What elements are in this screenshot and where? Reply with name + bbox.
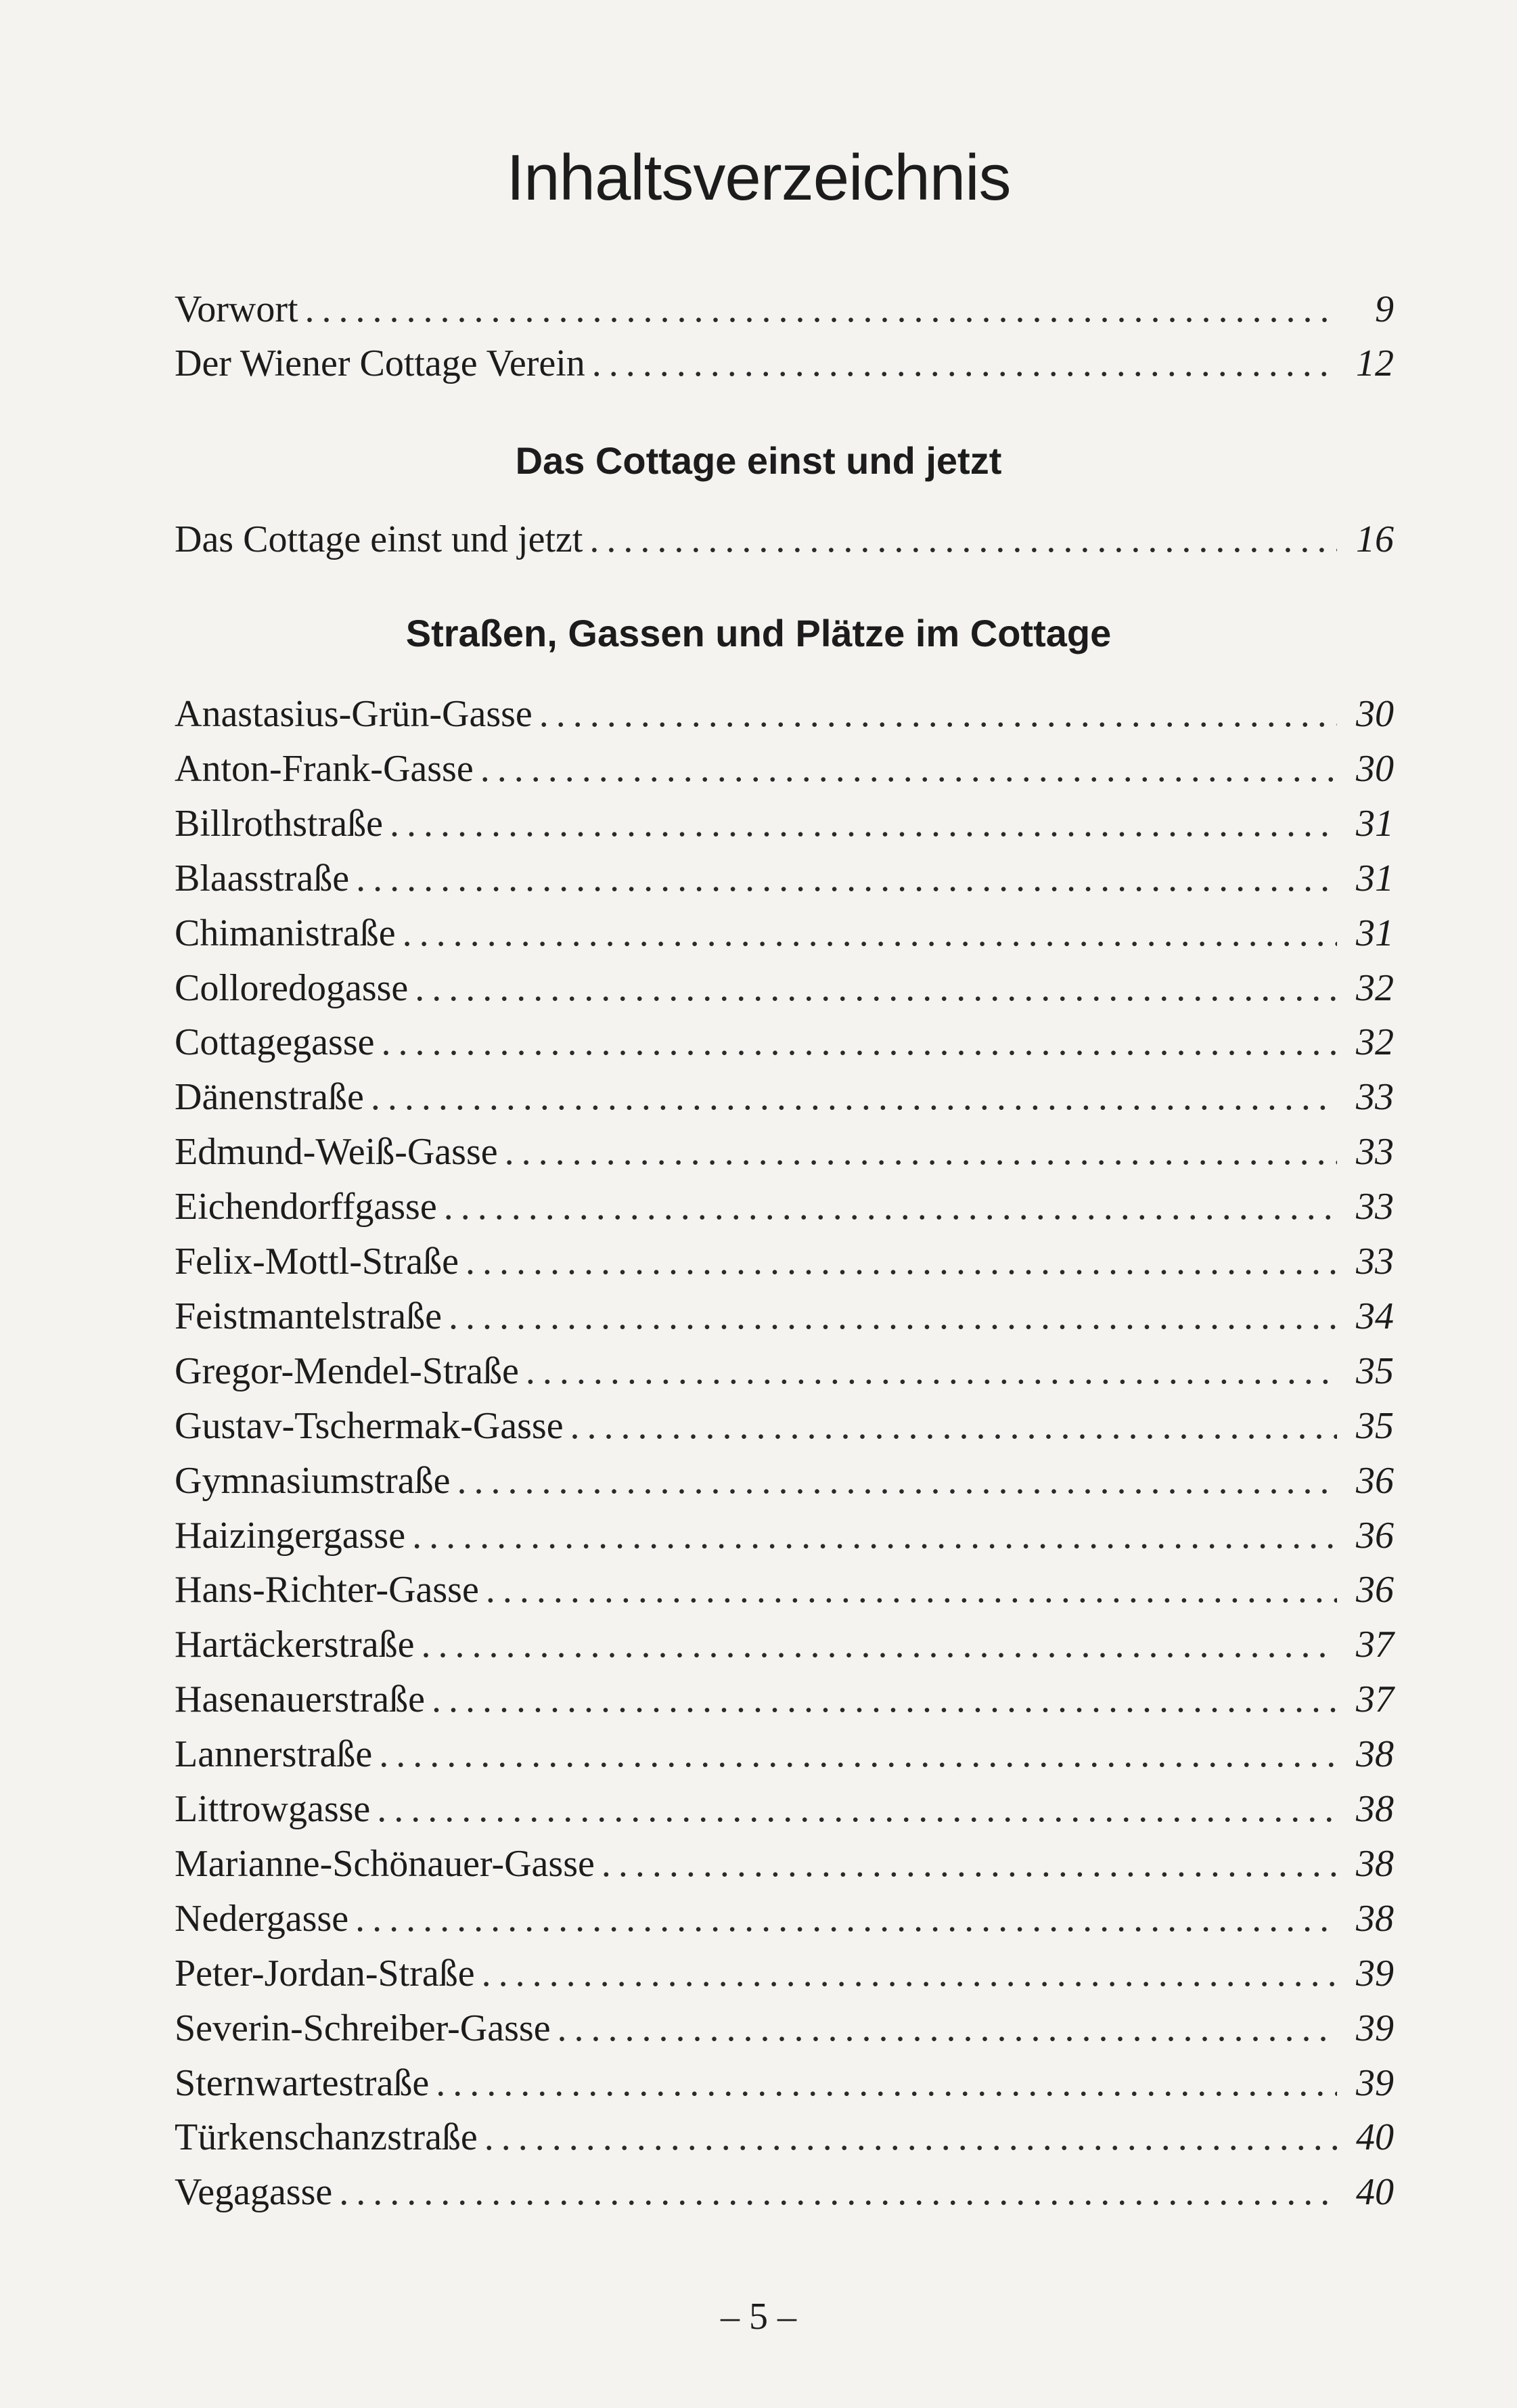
leader-dots bbox=[339, 2167, 1337, 2217]
toc-entry-street bbox=[175, 1346, 1394, 1396]
toc-entry-page: 39 bbox=[1356, 2007, 1394, 2049]
toc-entry-page: 38 bbox=[1356, 1733, 1394, 1775]
leader-dots bbox=[486, 1565, 1337, 1615]
leader-dots bbox=[480, 744, 1337, 794]
leader-dots bbox=[539, 689, 1337, 739]
leader-dots bbox=[436, 2058, 1337, 2108]
section-heading-strassen: Straßen, Gassen und Plätze im Cottage bbox=[405, 612, 1112, 654]
toc-entry-name: Severin-Schreiber-Gasse bbox=[175, 2007, 551, 2049]
leader-dots bbox=[526, 1346, 1337, 1396]
leader-dots bbox=[570, 1401, 1337, 1451]
toc-entry-page: 36 bbox=[1356, 1515, 1394, 1557]
toc-entry-page: 33 bbox=[1356, 1076, 1394, 1118]
toc-entry-street bbox=[175, 1511, 1394, 1561]
toc-entry-page: 38 bbox=[1356, 1843, 1394, 1885]
leader-dots bbox=[305, 284, 1337, 334]
toc-entry-page: 32 bbox=[1356, 967, 1394, 1009]
toc-entry-page: 38 bbox=[1356, 1788, 1394, 1830]
toc-entry-street bbox=[175, 1620, 1394, 1670]
toc-entry-street bbox=[175, 1839, 1394, 1889]
toc-entry-page: 32 bbox=[1356, 1021, 1394, 1063]
toc-entry-page: 39 bbox=[1356, 1953, 1394, 1994]
toc-entry-street bbox=[175, 689, 1394, 739]
toc-entry-street bbox=[175, 2058, 1394, 2108]
toc-entry-page: 30 bbox=[1356, 693, 1394, 735]
leader-dots bbox=[379, 1729, 1337, 1779]
page-number: – 5 – bbox=[721, 2296, 796, 2338]
toc-entry-street bbox=[175, 1017, 1394, 1067]
toc-entry-street bbox=[175, 1291, 1394, 1341]
toc-entry-name: Lannerstraße bbox=[175, 1733, 373, 1775]
toc-entry-page: 33 bbox=[1356, 1186, 1394, 1228]
toc-entry-cottage-einst bbox=[175, 514, 1394, 564]
toc-entry-street bbox=[175, 1948, 1394, 1999]
toc-entry-street bbox=[175, 1456, 1394, 1506]
toc-entry-name: Haizingergasse bbox=[175, 1515, 406, 1557]
toc-entry-page: 34 bbox=[1356, 1295, 1394, 1337]
toc-entry-page: 31 bbox=[1356, 803, 1394, 845]
section-heading-cottage: Das Cottage einst und jetzt bbox=[515, 439, 1002, 482]
toc-entry-name: Feistmantelstraße bbox=[175, 1295, 443, 1337]
toc-entry-page: 37 bbox=[1356, 1678, 1394, 1720]
toc-entry-page: 39 bbox=[1356, 2062, 1394, 2104]
toc-entry-name: Das Cottage einst und jetzt bbox=[175, 518, 583, 560]
toc-entry-street bbox=[175, 1127, 1394, 1177]
toc-entry-name: Littrowgasse bbox=[175, 1788, 371, 1830]
leader-dots bbox=[592, 338, 1337, 388]
toc-entry-name: Gymnasiumstraße bbox=[175, 1460, 451, 1502]
toc-entry-street bbox=[175, 1784, 1394, 1834]
toc-entry-name: Vorwort bbox=[175, 288, 298, 330]
leader-dots bbox=[432, 1674, 1337, 1724]
toc-entry-name: Gregor-Mendel-Straße bbox=[175, 1350, 519, 1392]
toc-entry-street bbox=[175, 1236, 1394, 1287]
toc-entry-street bbox=[175, 2112, 1394, 2162]
toc-entry-name: Eichendorffgasse bbox=[175, 1186, 437, 1228]
toc-entry-page: 38 bbox=[1356, 1898, 1394, 1940]
toc-entry-street bbox=[175, 799, 1394, 849]
toc-entry-name: Hartäckerstraße bbox=[175, 1624, 415, 1666]
toc-entry-street bbox=[175, 963, 1394, 1013]
leader-dots bbox=[390, 799, 1337, 849]
leader-dots bbox=[602, 1839, 1337, 1889]
toc-entry-page: 40 bbox=[1356, 2171, 1394, 2213]
toc-entry-name: Felix-Mottl-Straße bbox=[175, 1241, 459, 1283]
toc-entry-street bbox=[175, 1072, 1394, 1122]
leader-dots bbox=[466, 1236, 1337, 1287]
toc-entry-name: Chimanistraße bbox=[175, 912, 396, 954]
leader-dots bbox=[457, 1456, 1337, 1506]
toc-entry-name: Hasenauerstraße bbox=[175, 1678, 426, 1720]
toc-entry-street bbox=[175, 744, 1394, 794]
toc-entry-street bbox=[175, 908, 1394, 958]
toc-entry-name: Hans-Richter-Gasse bbox=[175, 1569, 479, 1611]
toc-entry-page: 33 bbox=[1356, 1241, 1394, 1283]
leader-dots bbox=[558, 2003, 1337, 2053]
toc-entry-page: 30 bbox=[1356, 748, 1394, 790]
toc-entry-page: 16 bbox=[1356, 518, 1394, 560]
toc-entry-street bbox=[175, 1182, 1394, 1232]
toc-entry-cottage-verein bbox=[175, 338, 1394, 388]
leader-dots bbox=[589, 514, 1337, 564]
toc-entry-street bbox=[175, 1674, 1394, 1724]
toc-entry-name: Anton-Frank-Gasse bbox=[175, 748, 474, 790]
toc-entry-name: Marianne-Schönauer-Gasse bbox=[175, 1843, 595, 1885]
toc-entry-page: 35 bbox=[1356, 1405, 1394, 1447]
toc-entry-name: Vegagasse bbox=[175, 2171, 333, 2213]
toc-entry-street bbox=[175, 1729, 1394, 1779]
toc-entry-page: 36 bbox=[1356, 1460, 1394, 1502]
leader-dots bbox=[356, 853, 1337, 904]
leader-dots bbox=[355, 1894, 1337, 1944]
toc-entry-name: Colloredogasse bbox=[175, 967, 409, 1009]
toc-entry-page: 9 bbox=[1375, 288, 1394, 330]
toc-entry-page: 37 bbox=[1356, 1624, 1394, 1666]
page-title: Inhaltsverzeichnis bbox=[506, 141, 1011, 214]
toc-entry-page: 36 bbox=[1356, 1569, 1394, 1611]
leader-dots bbox=[482, 1948, 1337, 1999]
leader-dots bbox=[403, 908, 1337, 958]
toc-entry-name: Gustav-Tschermak-Gasse bbox=[175, 1405, 564, 1447]
toc-entry-name: Peter-Jordan-Straße bbox=[175, 1953, 475, 1994]
toc-entry-name: Cottagegasse bbox=[175, 1021, 375, 1063]
leader-dots bbox=[415, 963, 1337, 1013]
toc-entry-vorwort bbox=[175, 284, 1394, 334]
toc-entry-street bbox=[175, 1894, 1394, 1944]
toc-entry-name: Edmund-Weiß-Gasse bbox=[175, 1131, 498, 1173]
toc-entry-name: Türkenschanzstraße bbox=[175, 2116, 478, 2158]
leader-dots bbox=[381, 1017, 1337, 1067]
toc-entry-name: Anastasius-Grün-Gasse bbox=[175, 693, 533, 735]
toc-entry-street bbox=[175, 1401, 1394, 1451]
toc-entry-street bbox=[175, 2003, 1394, 2053]
leader-dots bbox=[371, 1072, 1337, 1122]
toc-entry-street bbox=[175, 853, 1394, 904]
leader-dots bbox=[449, 1291, 1337, 1341]
toc-entry-page: 40 bbox=[1356, 2116, 1394, 2158]
toc-entry-name: Sternwartestraße bbox=[175, 2062, 430, 2104]
toc-entry-street bbox=[175, 1565, 1394, 1615]
leader-dots bbox=[505, 1127, 1337, 1177]
toc-entry-page: 31 bbox=[1356, 857, 1394, 899]
leader-dots bbox=[484, 2112, 1337, 2162]
toc-entry-name: Billrothstraße bbox=[175, 803, 383, 845]
toc-entry-street bbox=[175, 2167, 1394, 2217]
toc-entry-name: Blaasstraße bbox=[175, 857, 350, 899]
toc-entry-name: Nedergasse bbox=[175, 1898, 349, 1940]
toc-entry-page: 31 bbox=[1356, 912, 1394, 954]
toc-entry-name: Dänenstraße bbox=[175, 1076, 364, 1118]
toc-entry-name: Der Wiener Cottage Verein bbox=[175, 342, 585, 384]
toc-entry-page: 35 bbox=[1356, 1350, 1394, 1392]
leader-dots bbox=[377, 1784, 1337, 1834]
toc-entry-page: 12 bbox=[1356, 342, 1394, 384]
leader-dots bbox=[444, 1182, 1337, 1232]
toc-entry-page: 33 bbox=[1356, 1131, 1394, 1173]
leader-dots bbox=[421, 1620, 1337, 1670]
leader-dots bbox=[412, 1511, 1337, 1561]
